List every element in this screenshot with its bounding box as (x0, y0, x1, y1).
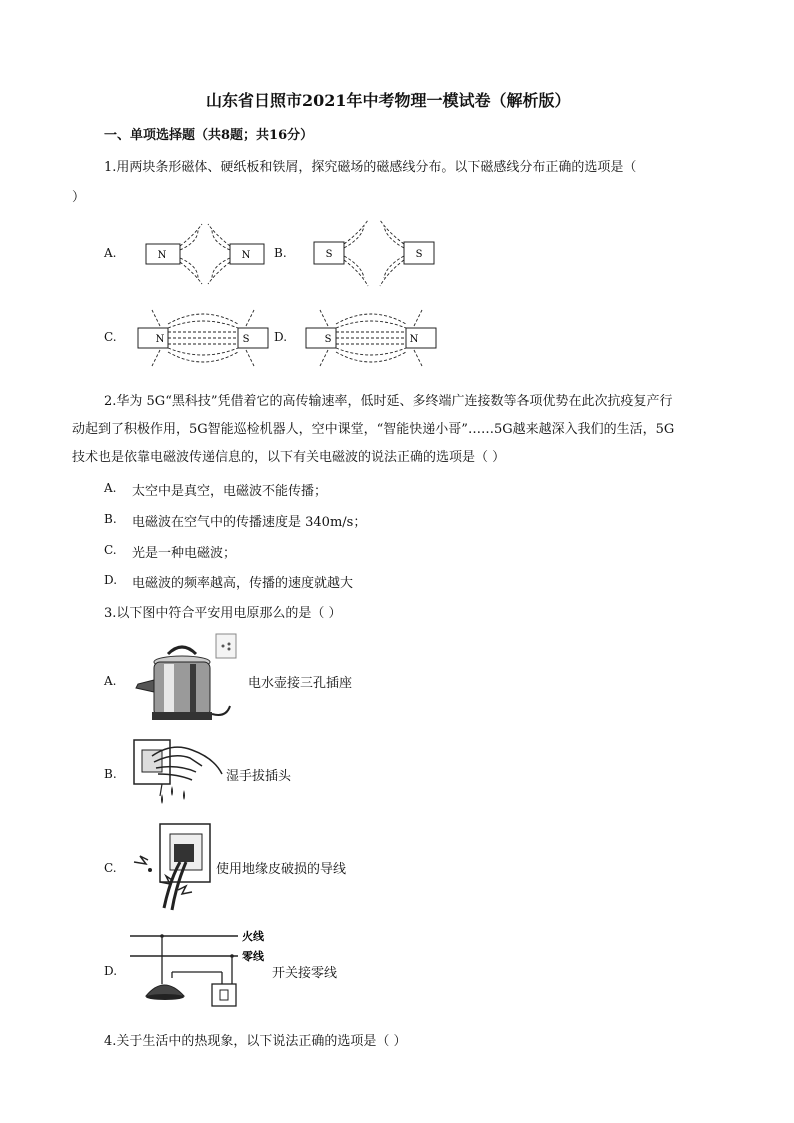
q1-stem-line2: ） (72, 190, 86, 205)
q3-stem: 3.以下图中符合平安用电原那么的是（ ） (104, 606, 342, 621)
q1-a-left-pole: N (157, 250, 167, 261)
q3-option-d-caption: 开关接零线 (272, 966, 338, 981)
q3-option-c-caption: 使用地缘皮破损的导线 (216, 862, 347, 877)
q1-option-b-figure (312, 218, 436, 288)
q1-option-c-letter: C. (104, 330, 117, 344)
q2-option-a-letter: A. (104, 481, 117, 495)
wire-neutral-label: 零线 (242, 950, 264, 963)
q2-option-a-text: 太空中是真空，电磁波不能传播； (132, 484, 328, 499)
q3-option-a-letter: A. (104, 674, 117, 688)
section-heading: 一、单项选择题（共8题；共16分） (104, 128, 314, 143)
q2-option-c-text: 光是一种电磁波； (132, 546, 237, 561)
q1-c-left-pole: N (155, 334, 165, 345)
q1-option-b-letter: B. (274, 246, 287, 260)
q1-option-c-figure (138, 306, 268, 370)
q3-option-d-letter: D. (104, 964, 118, 978)
wire-live-label: 火线 (242, 930, 264, 943)
q2-stem-line3: 技术也是依靠电磁波传递信息的，以下有关电磁波的说法正确的选项是（ ） (72, 450, 506, 465)
q1-option-d-letter: D. (274, 330, 288, 344)
q1-option-d-figure (306, 306, 436, 370)
kettle-icon (134, 632, 244, 724)
broken-wire-icon (130, 820, 214, 912)
q3-option-c-letter: C. (104, 861, 117, 875)
q1-b-right-pole: S (415, 249, 423, 260)
q2-option-c-letter: C. (104, 543, 117, 557)
q3-option-b-caption: 湿手拔插头 (226, 769, 292, 784)
q2-option-d-letter: D. (104, 573, 118, 587)
q3-option-a-caption: 电水壶接三孔插座 (248, 676, 353, 691)
q1-d-right-pole: N (409, 334, 419, 345)
q3-option-b-letter: B. (104, 767, 117, 781)
q1-stem-line1: 1.用两块条形磁体、硬纸板和铁屑，探究磁场的磁感线分布。以下磁感线分布正确的选项是（ (104, 160, 637, 175)
switch-circuit-diagram (130, 922, 280, 1014)
q2-stem-line1: 2.华为 5G“黑科技”凭借着它的高传输速率，低时延、多终端广连接数等各项优势在此次抗疫复产行 (104, 394, 673, 409)
q1-option-a-letter: A. (104, 246, 117, 260)
q1-a-right-pole: N (241, 250, 251, 261)
q1-d-left-pole: S (324, 334, 332, 345)
q2-option-b-text: 电磁波在空气中的传播速度是 340m/s； (132, 515, 367, 530)
q1-c-right-pole: S (242, 334, 250, 345)
q4-stem: 4.关于生活中的热现象，以下说法正确的选项是（ ） (104, 1034, 407, 1049)
q2-stem-line2: 动起到了积极作用，5G智能巡检机器人，空中课堂，“智能快递小哥”……5G越来越深入我们的生活，5G (72, 422, 675, 437)
page-title: 山东省日照市2021年中考物理一模试卷（解析版） (206, 91, 571, 110)
q2-option-b-letter: B. (104, 512, 117, 526)
q1-option-a-figure (140, 224, 270, 284)
q1-b-left-pole: S (325, 249, 333, 260)
q2-option-d-text: 电磁波的频率越高，传播的速度就越大 (132, 576, 354, 591)
wet-hand-plug-icon (132, 736, 226, 806)
